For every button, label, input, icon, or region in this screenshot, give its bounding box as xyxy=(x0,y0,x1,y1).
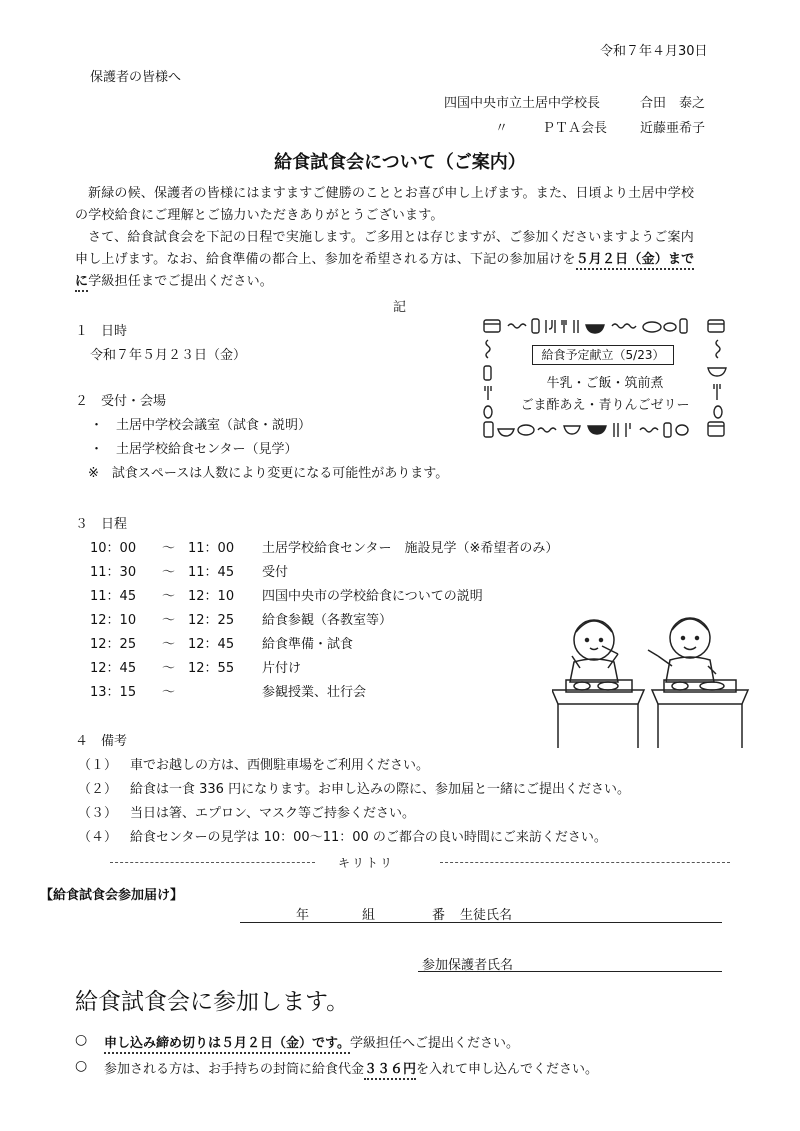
form-note-1-bold: 申し込み締め切りは５月２日（金）です。 xyxy=(104,1036,350,1054)
schedule-start: 12：10 xyxy=(90,613,137,628)
date: 令和７年４月30日 xyxy=(600,44,708,59)
note-text: 当日は箸、エプロン、マスク等ご持参ください。 xyxy=(130,806,415,821)
schedule-tilde: ～ xyxy=(162,565,176,580)
schedule-start: 11：45 xyxy=(90,589,137,604)
sender2-title: ＰＴＡ会長 xyxy=(542,121,608,136)
schedule-desc: 土居学校給食センター 施設見学（※希望者のみ） xyxy=(262,541,559,556)
menu-title: 給食予定献立（5/23） xyxy=(532,345,674,365)
schedule-tilde: ～ xyxy=(162,637,176,652)
intro-line-4 xyxy=(75,249,735,271)
note-number: （２） xyxy=(78,782,118,797)
form-note-2a: 参加される方は、お手持ちの封筒に給食代金 xyxy=(104,1062,365,1077)
venue-item-1: ・ 土居中学校会議室（試食・説明） xyxy=(90,418,312,433)
form-note-1-rest: 学級担任へご提出ください。 xyxy=(349,1036,519,1051)
sender2-name: 近藤亜希子 xyxy=(640,121,706,136)
form-note-2 xyxy=(104,1058,598,1077)
venue-item-2: ・ 土居学校給食センター（見学） xyxy=(90,442,298,457)
schedule-start: 12：25 xyxy=(90,637,137,652)
schedule-desc: 給食準備・試食 xyxy=(262,637,354,652)
bullet-circle-1: ○ xyxy=(75,1032,88,1048)
form-number-label: 番 xyxy=(432,908,446,923)
schedule-desc: 受付 xyxy=(262,565,289,580)
section4-heading: ４ 備考 xyxy=(75,734,128,749)
menu-line-2: ごま酢あえ・青りんごゼリー xyxy=(520,398,690,413)
ditto-mark: 〃 xyxy=(495,121,509,136)
schedule-end: 11：45 xyxy=(188,565,235,580)
ki-mark: 記 xyxy=(393,300,407,315)
note-number: （４） xyxy=(78,830,118,845)
section1-value: 令和７年５月２３日（金） xyxy=(90,348,247,363)
note-number: （１） xyxy=(78,758,118,773)
form-class-label: 組 xyxy=(362,908,376,923)
deadline-emphasis-cont: に xyxy=(75,274,88,292)
student-sign-line xyxy=(240,922,722,923)
schedule-desc: 片付け xyxy=(262,661,302,676)
note-text: 給食は一食 336 円になります。お申し込みの際に、参加届と一緒にご提出ください。 xyxy=(130,782,631,797)
schedule-start: 13：15 xyxy=(90,685,137,700)
section2-heading: ２ 受付・会場 xyxy=(75,394,167,409)
schedule-desc: 参観授業、壮行会 xyxy=(262,685,367,700)
intro-line-3: さて、給食試食会を下記の日程で実施します。ご多用とは存じますが、ご参加くださいますようご案内 xyxy=(88,230,694,245)
schedule-start: 11：30 xyxy=(90,565,137,580)
children-eating-icon xyxy=(552,610,752,750)
venue-note: ※ 試食スペースは人数により変更になる可能性があります。 xyxy=(88,466,449,481)
page-title: 給食試食会について（ご案内） xyxy=(274,152,526,173)
schedule-start: 10：00 xyxy=(90,541,137,556)
section3-heading: ３ 日程 xyxy=(75,517,128,532)
schedule-tilde: ～ xyxy=(162,589,176,604)
sender1-title: 四国中央市立土居中学校長 xyxy=(444,96,601,111)
note-number: （３） xyxy=(78,806,118,821)
form-heading: 【給食試食会参加届け】 xyxy=(40,888,184,903)
intro-line-5 xyxy=(75,271,735,293)
intro-line-1: 新緑の候、保護者の皆様にはますますご健勝のこととお喜び申し上げます。また、日頃より土居中学校 xyxy=(88,186,695,201)
sender1-name: 合田 泰之 xyxy=(640,96,706,111)
form-note-2c: を入れて申し込んでください。 xyxy=(416,1062,599,1077)
cut-line-right xyxy=(440,862,730,863)
note-text: 車でお越しの方は、西側駐車場をご利用ください。 xyxy=(130,758,430,773)
schedule-tilde: ～ xyxy=(162,685,176,700)
schedule-desc: 給食参観（各教室等） xyxy=(262,613,393,628)
menu-box xyxy=(480,316,730,441)
intro-paragraph xyxy=(75,183,735,293)
form-big-text: 給食試食会に参加します。 xyxy=(75,989,350,1015)
cut-line-left xyxy=(110,862,315,863)
intro-line-2: の学校給食にご理解とご協力いただきありがとうございます。 xyxy=(75,208,444,223)
schedule-tilde: ～ xyxy=(162,661,176,676)
menu-line-1: 牛乳・ご飯・筑前煮 xyxy=(546,376,664,391)
parent-sign-line xyxy=(418,971,722,972)
form-year-label: 年 xyxy=(296,908,310,923)
schedule-end: 12：55 xyxy=(188,661,235,676)
intro-line-4a: 申し上げます。なお、給食準備の都合上、参加を希望される方は、下記の参加届けを xyxy=(75,252,576,267)
schedule-desc: 四国中央市の学校給食についての説明 xyxy=(262,589,483,604)
section1-heading: １ 日時 xyxy=(75,324,128,339)
note-text: 給食センターの見学は 10：00～11：00 のご都合の良い時間にご来訪ください。 xyxy=(130,830,607,845)
schedule-tilde: ～ xyxy=(162,541,176,556)
cut-label: キリトリ xyxy=(338,856,395,870)
schedule-tilde: ～ xyxy=(162,613,176,628)
form-note-1 xyxy=(104,1032,519,1051)
intro-line-5b: 学級担任までご提出ください。 xyxy=(88,274,274,289)
schedule-end: 11：00 xyxy=(188,541,235,556)
schedule-start: 12：45 xyxy=(90,661,137,676)
form-note-2-amount: ３３６円 xyxy=(364,1062,416,1080)
schedule-end: 12：45 xyxy=(188,637,235,652)
deadline-emphasis: ５月２日（金）まで xyxy=(576,252,695,270)
bullet-circle-2: ○ xyxy=(75,1058,88,1074)
form-student-label: 生徒氏名 xyxy=(460,908,513,923)
form-parent-label: 参加保護者氏名 xyxy=(422,958,514,973)
schedule-end: 12：25 xyxy=(188,613,235,628)
schedule-end: 12：10 xyxy=(188,589,235,604)
addressee: 保護者の皆様へ xyxy=(90,70,182,85)
